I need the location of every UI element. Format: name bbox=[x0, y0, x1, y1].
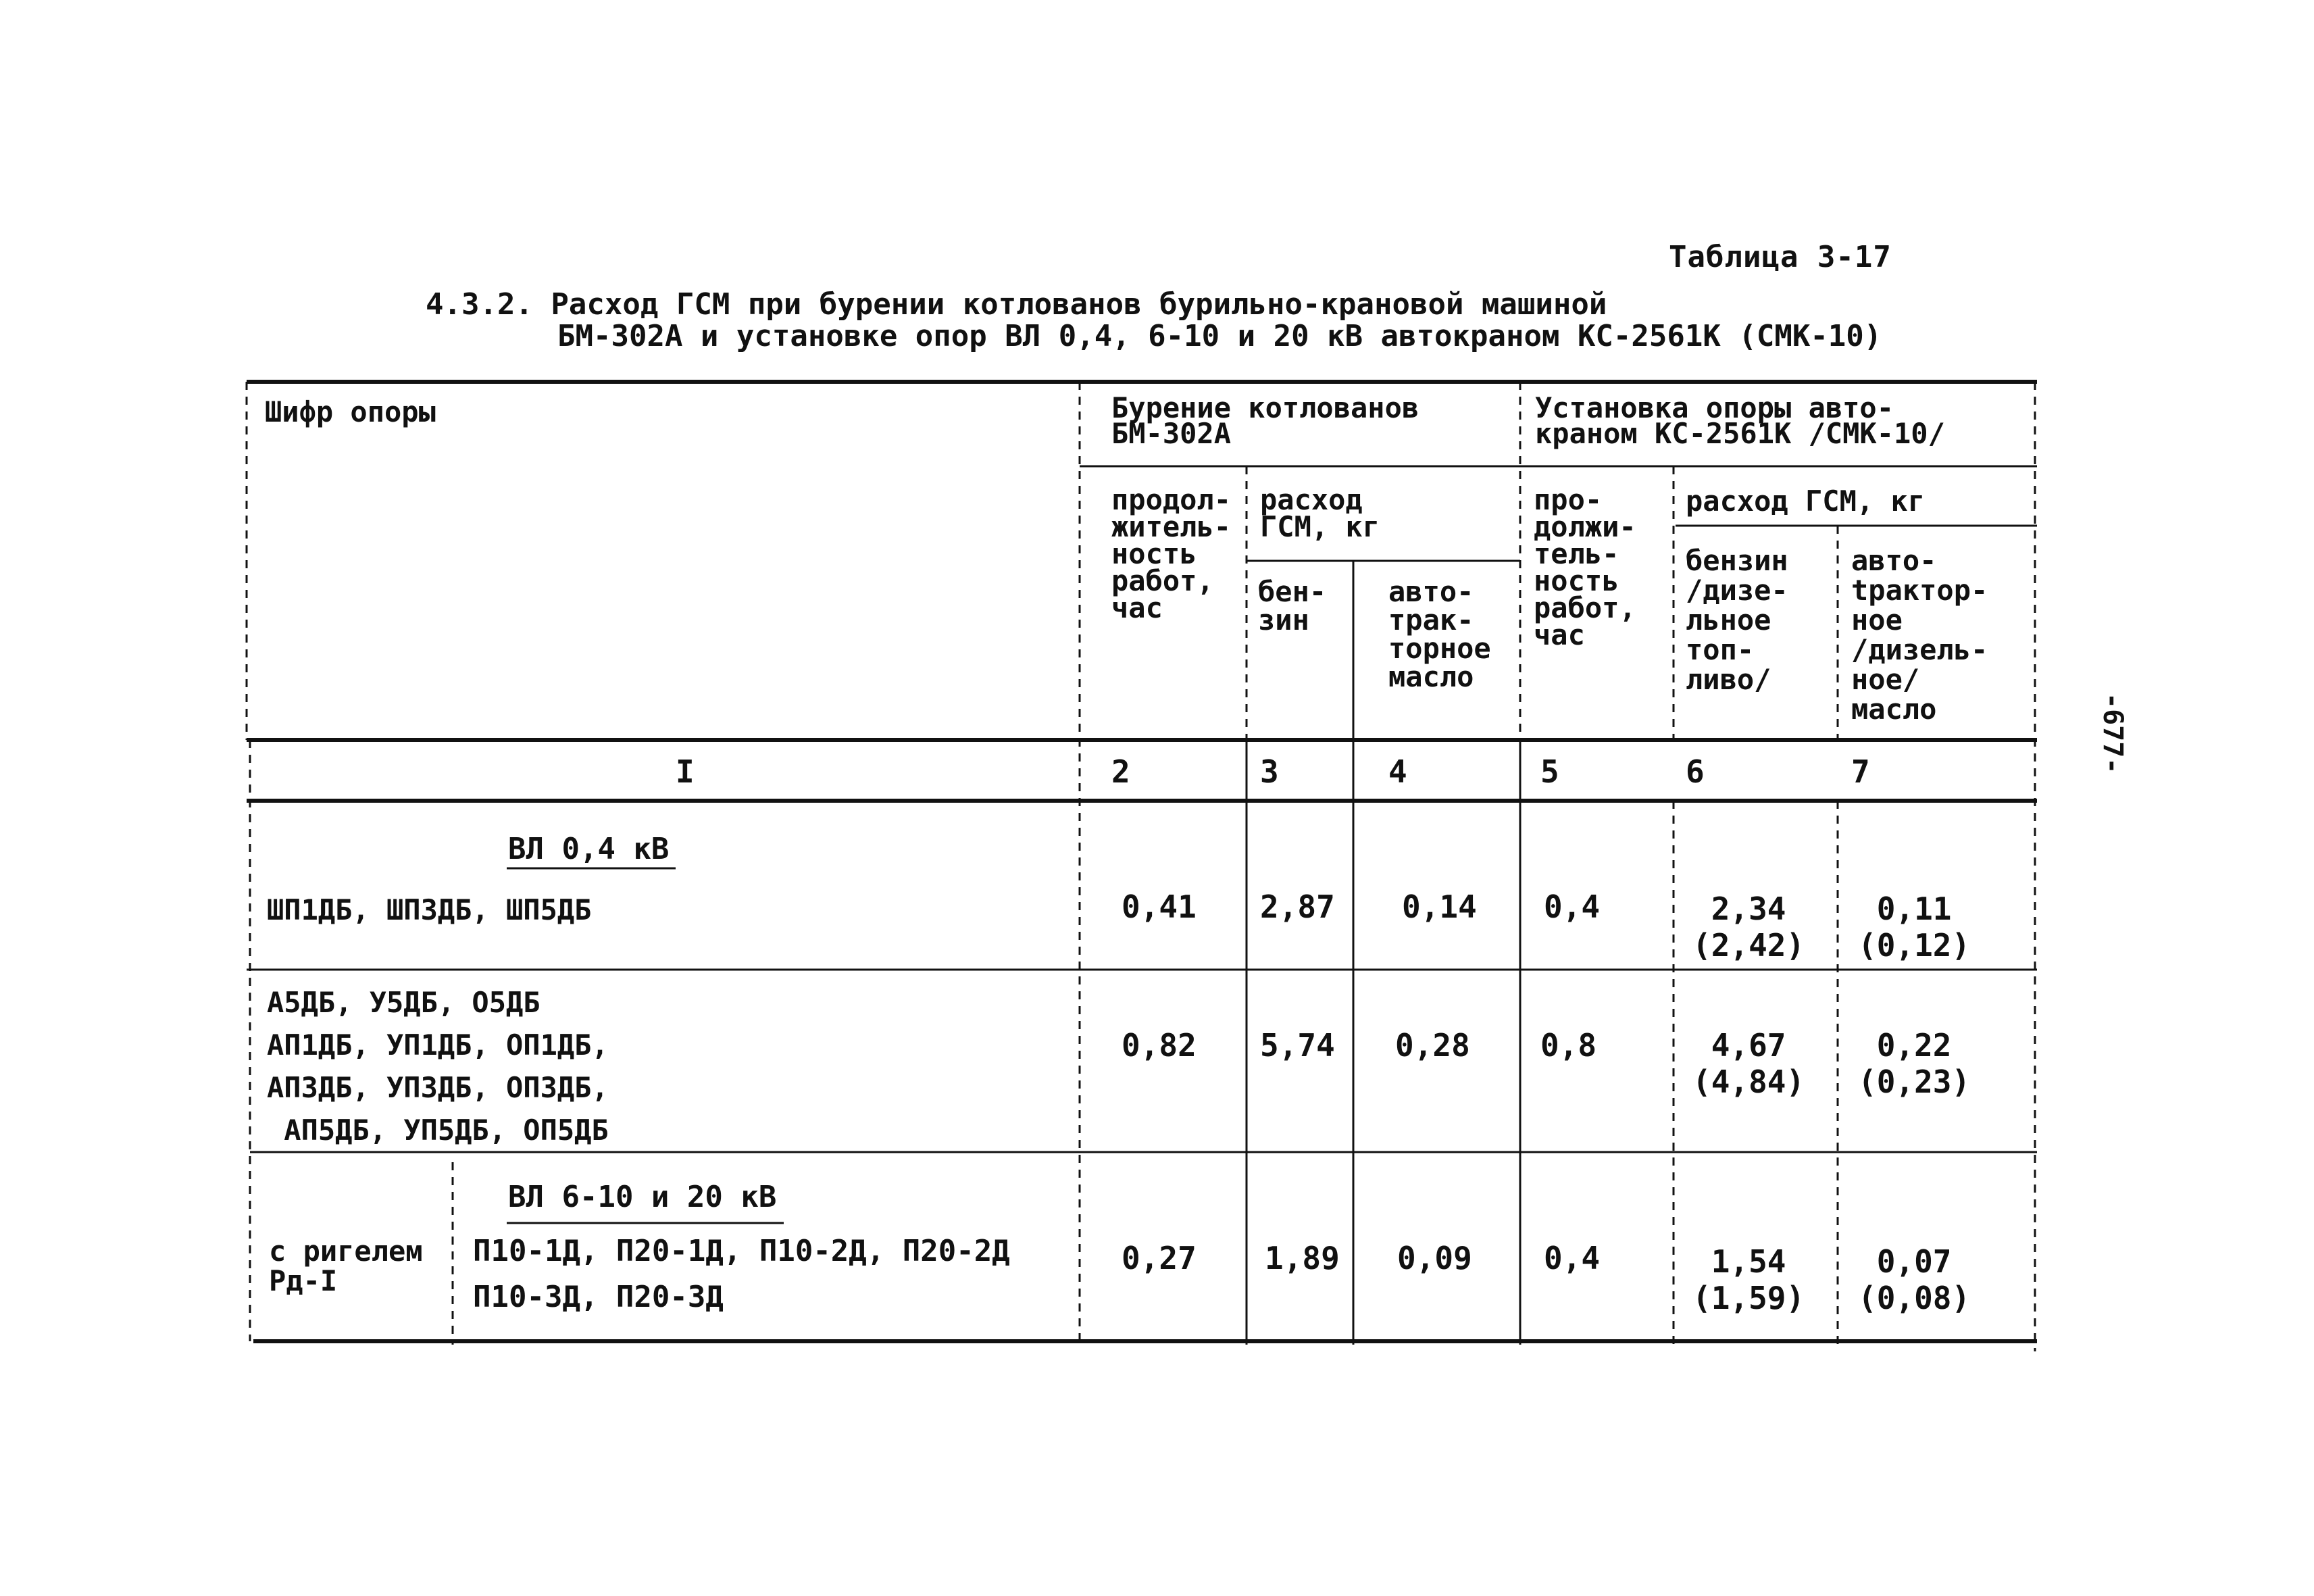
header-code: Шифр опоры bbox=[265, 395, 436, 428]
section-title-6-10-20kv: ВЛ 6-10 и 20 кВ bbox=[508, 1180, 777, 1214]
row1-install-petrol: 2,34 (2,42) bbox=[1692, 891, 1805, 964]
row1-drill-oil: 0,14 bbox=[1402, 889, 1477, 925]
row2-install-petrol: 4,67 (4,84) bbox=[1692, 1027, 1805, 1100]
row2-install-duration: 0,8 bbox=[1540, 1027, 1597, 1064]
row1-install-oil: 0,11 (0,12) bbox=[1858, 891, 1971, 964]
header-drill-petrol: бен- зин bbox=[1258, 575, 1327, 637]
row3-drill-duration: 0,27 bbox=[1122, 1240, 1197, 1276]
header-install-oil: авто- tрактор- ное /дизель- ное/ масло bbox=[1851, 544, 1988, 726]
row3-subgroup: с ригелем Рд-I bbox=[269, 1235, 423, 1297]
row2-drill-petrol: 5,74 bbox=[1260, 1027, 1335, 1064]
header-drill-fuel: расход ГСМ, кг bbox=[1260, 483, 1380, 543]
row3-drill-petrol: 1,89 bbox=[1265, 1240, 1340, 1276]
header-install-petrol: бензин /дизе- льное топ- ливо/ bbox=[1686, 544, 1788, 696]
row3-install-petrol: 1,54 (1,59) bbox=[1692, 1243, 1805, 1316]
col-number-2: 2 bbox=[1111, 753, 1130, 790]
row1-drill-duration: 0,41 bbox=[1122, 889, 1197, 925]
header-install-duration: про- должи- тель- ность работ, час bbox=[1534, 483, 1636, 651]
header-group-drilling: Бурение котлованов БМ-302А bbox=[1111, 391, 1419, 450]
table-title-line1: 4.3.2. Расход ГСМ при бурении котлованов бурильно-крановой машиной bbox=[426, 287, 1607, 322]
row1-name: ШП1ДБ, ШП3ДБ, ШП5ДБ bbox=[267, 893, 592, 926]
table-title-line2: БМ-302А и установке опор ВЛ 0,4, 6-10 и 20 кВ автокраном КС-2561К (СМК-10) bbox=[557, 319, 1882, 353]
header-drill-duration: продол- житель- ность работ, час bbox=[1111, 483, 1232, 624]
row3-name: П10-1Д, П20-1Д, П10-2Д, П20-2Д П10-3Д, П20-3Д bbox=[473, 1234, 1010, 1314]
row3-install-duration: 0,4 bbox=[1544, 1240, 1601, 1276]
page-number: -677- bbox=[2097, 693, 2128, 774]
col-number-5: 5 bbox=[1540, 753, 1559, 790]
row3-drill-oil: 0,09 bbox=[1397, 1240, 1472, 1276]
row2-drill-oil: 0,28 bbox=[1395, 1027, 1470, 1064]
header-group-install: Установка опоры авто- краном КС-2561К /СМК-10/ bbox=[1535, 391, 1945, 450]
header-install-fuel: расход ГСМ, кг bbox=[1686, 484, 1926, 518]
row1-drill-petrol: 2,87 bbox=[1260, 889, 1335, 925]
col-number-1: I bbox=[676, 753, 695, 790]
row2-drill-duration: 0,82 bbox=[1122, 1027, 1197, 1064]
table-caption: Таблица 3-17 bbox=[1669, 240, 1892, 274]
col-number-4: 4 bbox=[1388, 753, 1407, 790]
col-number-3: 3 bbox=[1260, 753, 1279, 790]
row3-install-oil: 0,07 (0,08) bbox=[1858, 1243, 1971, 1316]
header-drill-oil: авто- трак- торное масло bbox=[1388, 575, 1491, 693]
row2-name: А5ДБ, У5ДБ, О5ДБ АП1ДБ, УП1ДБ, ОП1ДБ, АП3ДБ, УП3ДБ, ОП3ДБ, АП5ДБ, УП5ДБ, ОП5ДБ bbox=[267, 986, 609, 1147]
row1-install-duration: 0,4 bbox=[1544, 889, 1601, 925]
row2-install-oil: 0,22 (0,23) bbox=[1858, 1027, 1971, 1100]
col-number-7: 7 bbox=[1851, 753, 1870, 790]
col-number-6: 6 bbox=[1686, 753, 1705, 790]
section-title-04kv: ВЛ 0,4 кВ bbox=[508, 832, 670, 866]
